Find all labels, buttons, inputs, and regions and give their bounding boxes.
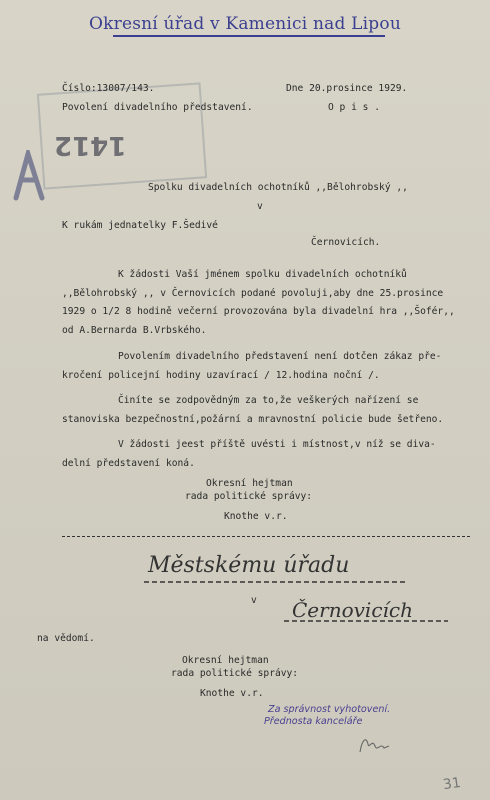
stamp-number: 1412	[54, 130, 127, 160]
page-number: 31	[441, 774, 462, 794]
body-line: ,,Bělohrobský ,, v Černovicích podané povoluji,aby dne 25.prosince	[62, 288, 444, 299]
body-line: K žádosti Vaší jménem spolku divadelních ochotníků	[118, 269, 407, 280]
handwriting-underline	[282, 617, 452, 625]
handwritten-addressee: Městskému úřadu	[148, 553, 350, 578]
signature-subtitle: rada politické správy:	[185, 491, 313, 502]
body-line: od A.Bernarda B.Vrbského.	[62, 325, 207, 336]
letterhead-title: Okresní úřad v Kamenici nad Lipou	[89, 14, 401, 34]
body-line: stanoviska bezpečnostní,požární a mravnostní policie bude šetřeno.	[62, 414, 444, 425]
body-line: delní představení koná.	[62, 458, 195, 469]
body-line: kročení policejní hodiny uzavírací / 12.hodina noční /.	[62, 370, 380, 381]
reference-number: Číslo:13007/143.	[62, 83, 155, 94]
copy-mark: O p i s .	[328, 102, 380, 113]
body-line: Povolením divadelního představení není dotčen zákaz pře-	[118, 351, 442, 362]
body-line: V žádosti jeest příště uvésti i místnost,v níž se diva-	[118, 439, 436, 450]
handwritten-place: Černovicích	[292, 598, 413, 622]
dashed-divider	[62, 536, 470, 537]
notice-line: na vědomí.	[37, 633, 95, 644]
body-line: Činíte se zodpovědným za to,že veškerých nařízení se	[118, 395, 419, 406]
place-line: Černovicích.	[311, 237, 381, 248]
addressee-line: Spolku divadelních ochotníků ,,Bělohrobský ,,	[148, 182, 408, 193]
preposition-v: v	[251, 595, 257, 606]
signature-name: Knothe v.r.	[200, 688, 264, 699]
signature-name: Knothe v.r.	[224, 511, 288, 522]
pencil-mark-icon	[12, 150, 48, 202]
certification-stamp: Přednosta kanceláře	[264, 716, 363, 727]
signature-title: Okresní hejtman	[206, 478, 293, 489]
certification-stamp: Za správnost vyhotovení.	[268, 704, 391, 715]
signature-scribble	[356, 734, 392, 756]
body-line: 1929 o 1/2 8 hodině večerní provozována byla divadelní hra ,,Šofér,,	[62, 306, 455, 317]
letterhead-underline	[113, 35, 385, 37]
subject-line: Povolení divadelního představení.	[62, 102, 253, 113]
attention-line: K rukám jednatelky F.Šedivé	[62, 220, 218, 231]
preposition-v: v	[257, 201, 263, 212]
handwriting-underline	[142, 578, 412, 586]
signature-title: Okresní hejtman	[182, 655, 269, 666]
date-line: Dne 20.prosince 1929.	[286, 83, 408, 94]
signature-subtitle: rada politické správy:	[171, 668, 299, 679]
